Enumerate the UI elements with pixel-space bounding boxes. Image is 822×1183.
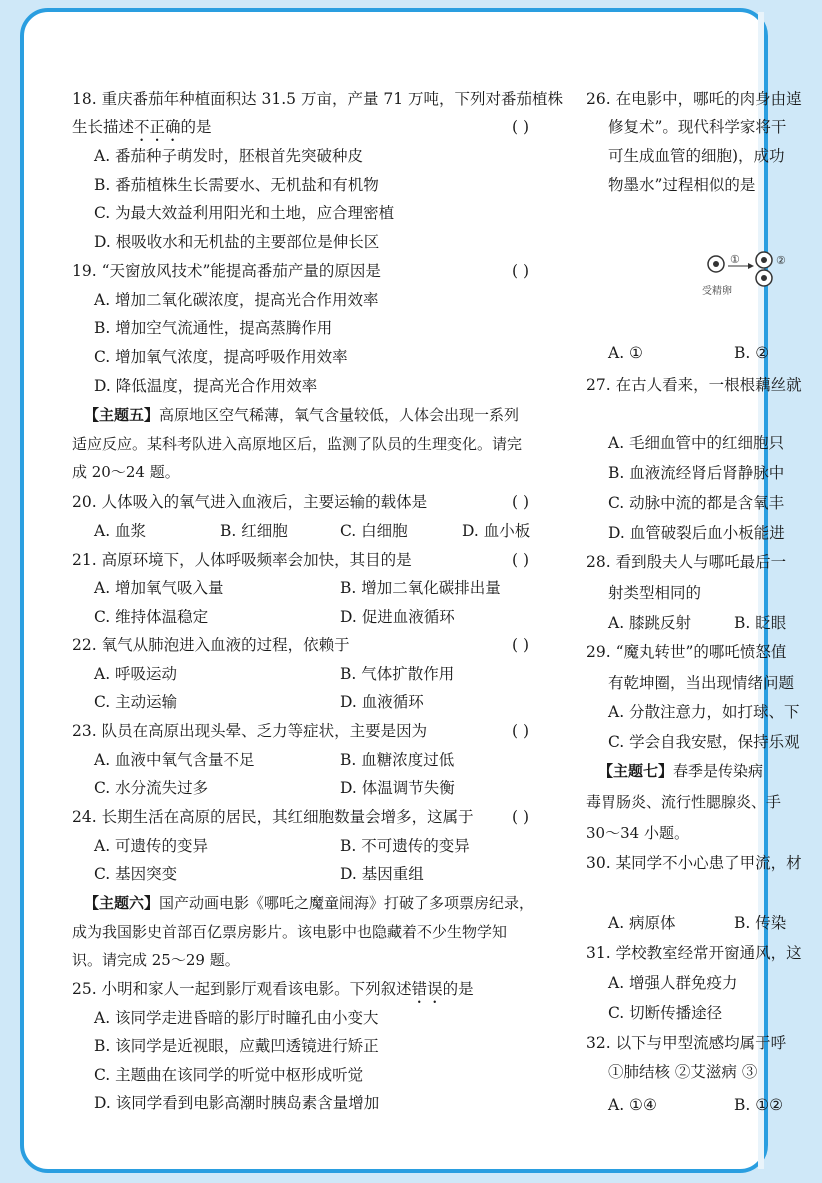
q18-option-b: B. 番茄植株生长需要水、无机盐和有机物 (94, 176, 379, 194)
q21-stem: 21. 高原环境下，人体呼吸频率会加快，其目的是 (72, 551, 412, 569)
q24-stem: 24. 长期生活在高原的居民，其红细胞数量会增多，这属于 (72, 808, 474, 826)
topic6-line3: 识。请完成 25～29 题。 (72, 951, 240, 969)
q26-line2: 修复术”。现代科学家将干 (608, 118, 787, 136)
topic5-line2: 适应反应。某科考队进入高原地区后，监测了队员的生理变化。请完 (72, 435, 523, 453)
q27-option-c: C. 动脉中流的都是含氧丰 (608, 494, 785, 512)
q23-option-d: D. 体温调节失衡 (340, 779, 455, 797)
q18-stem-post: 的是 (180, 118, 212, 136)
q20-option-c: C. 白细胞 (340, 522, 408, 540)
fig-step2-label: ② (776, 254, 786, 267)
fig-egg-label: 受精卵 (702, 286, 732, 297)
q26-line4: 物墨水”过程相似的是 (608, 176, 756, 194)
q21-answer-paren[interactable]: ( ) (512, 551, 530, 569)
q18-option-c: C. 为最大效益利用阳光和土地，应合理密植 (94, 204, 395, 222)
q26-line1: 26. 在电影中，哪吒的肉身由逴 (586, 90, 802, 108)
topic7-head: 【主题七】 (598, 762, 674, 780)
q32-option-b: B. ①② (734, 1096, 784, 1114)
q25-option-a: A. 该同学走进昏暗的影厅时瞳孔由小变大 (94, 1009, 379, 1027)
q22-option-a: A. 呼吸运动 (94, 665, 178, 683)
q22-option-b: B. 气体扩散作用 (340, 665, 455, 683)
q18-stem-line1: 18. 重庆番茄年种植面积达 31.5 万亩，产量 71 万吨，下列对番茄植株 (72, 90, 564, 108)
q25-stem-post: 的是 (442, 980, 474, 998)
fig-arrowhead-1 (748, 263, 754, 269)
q20-option-a: A. 血浆 (94, 522, 147, 540)
topic7-text1: 春季是传染病 (673, 762, 764, 780)
q29-option-a: A. 分散注意力，如打球、下 (608, 703, 800, 721)
q24-option-a: A. 可遗传的变异 (94, 837, 209, 855)
q23-option-a: A. 血液中氧气含量不足 (94, 751, 255, 769)
q27-option-a: A. 毛细血管中的红细胞只 (608, 434, 785, 452)
q28-option-b: B. 眨眼 (734, 614, 787, 632)
q24-answer-paren[interactable]: ( ) (512, 808, 530, 826)
topic6-head: 【主题六】 (84, 894, 160, 912)
q30-option-b: B. 传染 (734, 914, 787, 932)
q26-option-a: A. ① (608, 344, 643, 362)
q28-line1: 28. 看到殷夫人与哪吒最后一 (586, 553, 787, 571)
q20-option-b: B. 红细胞 (220, 522, 288, 540)
q25-option-d: D. 该同学看到电影高潮时胰岛素含量增加 (94, 1094, 380, 1112)
cell-bottom-nucleus (761, 275, 767, 281)
q27-option-b: B. 血液流经肾后肾静脉中 (608, 464, 785, 482)
q24-option-c: C. 基因突变 (94, 865, 178, 883)
q23-option-b: B. 血糖浓度过低 (340, 751, 455, 769)
fig-step1-label: ① (730, 253, 740, 266)
q24-option-d: D. 基因重组 (340, 865, 424, 883)
q32-option-a: A. ①④ (608, 1096, 657, 1114)
q18-answer-paren[interactable]: ( ) (512, 118, 530, 136)
q32-items: ①肺结核 ②艾滋病 ③ (608, 1063, 758, 1081)
cell-top-nucleus (761, 257, 767, 263)
q19-option-b: B. 增加空气流通性，提高蒸腾作用 (94, 319, 333, 337)
q25-option-b: B. 该同学是近视眼，应戴凹透镜进行矫正 (94, 1037, 379, 1055)
topic6-line2: 成为我国影史首部百亿票房影片。该电影中也隐藏着不少生物学知 (72, 923, 508, 941)
q21-option-a: A. 增加氧气吸入量 (94, 579, 224, 597)
q29-line2: 有乾坤圈，当出现情绪问题 (608, 674, 795, 692)
q28-option-a: A. 膝跳反射 (608, 614, 692, 632)
q22-option-d: D. 血液循环 (340, 693, 424, 711)
q25-stem-pre: 25. 小明和家人一起到影厅观看该电影。下列叙述 (72, 980, 412, 998)
q18-emphasis: 不正确 (134, 118, 181, 136)
q18-option-d: D. 根吸收水和无机盐的主要部位是伸长区 (94, 233, 380, 251)
q19-option-c: C. 增加氧气浓度，提高呼吸作用效率 (94, 348, 348, 366)
q30-option-a: A. 病原体 (608, 914, 676, 932)
q24-option-b: B. 不可遗传的变异 (340, 837, 470, 855)
q19-option-a: A. 增加二氧化碳浓度，提高光合作用效率 (94, 291, 379, 309)
q26-line3: 可生成血管的细胞)，成功 (608, 147, 785, 165)
q20-stem: 20. 人体吸入的氧气进入血液后，主要运输的载体是 (72, 493, 428, 511)
q29-line1: 29. “魔丸转世”的哪吒愤怒值 (586, 643, 787, 661)
q28-line2: 射类型相同的 (608, 584, 702, 602)
topic7-line2: 毒胃肠炎、流行性腮腺炎、手 (586, 793, 782, 811)
q19-answer-paren[interactable]: ( ) (512, 262, 530, 280)
topic7-line1 (598, 760, 763, 782)
q23-answer-paren[interactable]: ( ) (512, 722, 530, 740)
right-column (586, 88, 816, 1088)
q18-option-a: A. 番茄种子萌发时，胚根首先突破种皮 (94, 147, 364, 165)
q18-stem-pre: 生长描述 (72, 118, 135, 136)
topic6-text1: 国产动画电影《哪吒之魔童闹海》打破了多项票房纪录， (159, 894, 535, 912)
q30-stem: 30. 某同学不小心患了甲流，材 (586, 854, 802, 872)
fertilized-egg-nucleus (713, 261, 719, 267)
q19-option-d: D. 降低温度，提高光合作用效率 (94, 377, 318, 395)
q23-stem: 23. 队员在高原出现头晕、乏力等症状，主要是因为 (72, 722, 428, 740)
q21-option-c: C. 维持体温稳定 (94, 608, 209, 626)
topic5-text1: 高原地区空气稀薄，氧气含量较低，人体会出现一系列 (159, 406, 520, 424)
topic7-line3: 30～34 小题。 (586, 824, 689, 842)
q23-option-c: C. 水分流失过多 (94, 779, 209, 797)
q18-stem-line2 (72, 116, 212, 145)
topic5-line1 (84, 404, 519, 426)
topic6-line1 (84, 892, 534, 914)
q31-option-a: A. 增强人群免疫力 (608, 974, 738, 992)
q22-option-c: C. 主动运输 (94, 693, 178, 711)
q31-stem: 31. 学校教室经常开窗通风，这 (586, 944, 802, 962)
topic5-head: 【主题五】 (84, 406, 160, 424)
q22-answer-paren[interactable]: ( ) (512, 636, 530, 654)
q19-stem: 19. “天窗放风技术”能提高番茄产量的原因是 (72, 262, 381, 280)
q25-emphasis: 错误 (411, 980, 443, 998)
q21-option-d: D. 促进血液循环 (340, 608, 455, 626)
q25-stem (72, 978, 474, 1007)
q22-stem: 22. 氧气从肺泡进入血液的过程，依赖于 (72, 636, 350, 654)
q31-option-c: C. 切断传播途径 (608, 1004, 723, 1022)
q27-option-d: D. 血管破裂后血小板能进 (608, 524, 785, 542)
q21-option-b: B. 增加二氧化碳排出量 (340, 579, 501, 597)
topic5-line3: 成 20～24 题。 (72, 463, 180, 481)
q20-answer-paren[interactable]: ( ) (512, 493, 530, 511)
q26-option-b: B. ② (734, 344, 770, 362)
q29-option-c: C. 学会自我安慰，保持乐观 (608, 733, 800, 751)
q27-stem: 27. 在古人看来，一根根藕丝就 (586, 376, 802, 394)
q20-option-d: D. 血小板 (462, 522, 531, 540)
page-frame (20, 8, 802, 1173)
q26-figure (702, 252, 822, 298)
q25-option-c: C. 主题曲在该同学的听觉中枢形成听觉 (94, 1066, 364, 1084)
q32-stem: 32. 以下与甲型流感均属于呼 (586, 1034, 787, 1052)
